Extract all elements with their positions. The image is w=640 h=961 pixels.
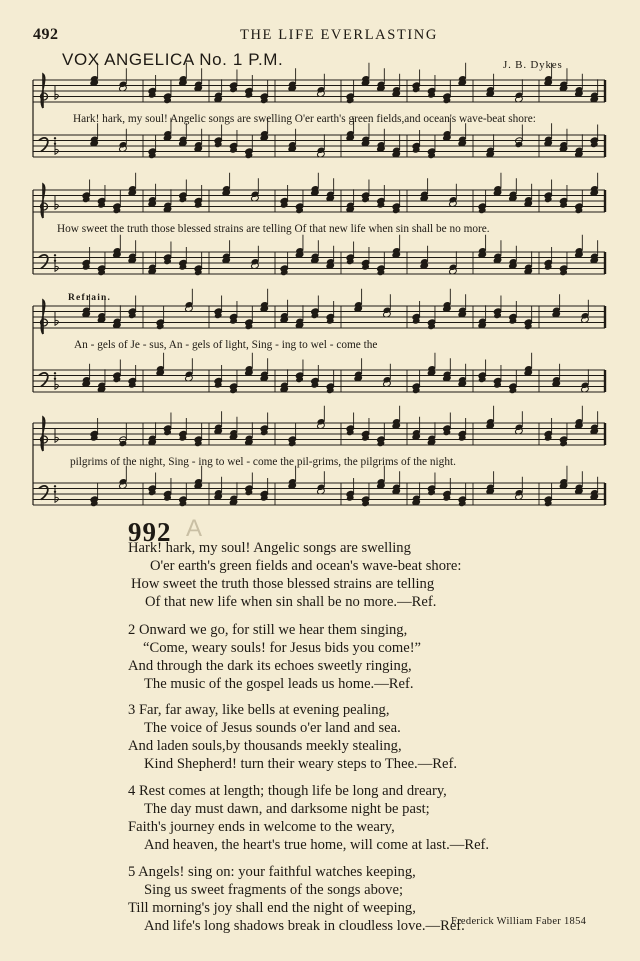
system-1-lyrics: Hark! hark, my soul! Angelic songs are swelling O'er earth's green fields,and ocean's wave-beat shore: <box>73 113 536 125</box>
verse-line: 4 Rest comes at length; though life be long and dreary, <box>128 783 447 799</box>
verse-line: How sweet the truth those blessed strains are telling <box>131 576 435 592</box>
verse-line: The music of the gospel leads us home.—Ref. <box>144 676 414 692</box>
verse-line: 5 Angels! sing on: your faithful watches keeping, <box>128 864 416 880</box>
tune-name: VOX ANGELICA No. 1 P.M. <box>62 50 284 69</box>
flat-icon <box>55 312 58 326</box>
system-3-lyrics: An - gels of Je - sus, An - gels of light, Sing - ing to wel - come the <box>74 339 378 351</box>
verse-line: The voice of Jesus sounds o'er land and sea. <box>144 720 401 736</box>
flat-icon <box>55 258 58 272</box>
refrain-label: Refrain. <box>68 293 112 303</box>
system-4-lyrics: pilgrims of the night, Sing - ing to wel - come the pil-grims, the pilgrims of the night. <box>70 456 456 468</box>
composer: J. B. Dykes <box>503 59 563 71</box>
bass-clef-icon <box>39 373 48 387</box>
bass-clef-icon <box>54 137 56 139</box>
verse-line: Till morning's joy shall end the night of weeping, <box>128 900 416 916</box>
hymn-number: 992 <box>128 517 172 547</box>
flat-icon <box>55 489 58 503</box>
verse-line: Sing us sweet fragments of the songs above; <box>144 882 403 898</box>
flat-icon <box>55 429 58 443</box>
verse-line: 2 Onward we go, for still we hear them singing, <box>128 622 408 638</box>
running-title: THE LIFE EVERLASTING <box>240 27 438 43</box>
verse-line: And life's long shadows break in cloudless love.—Ref. <box>144 918 465 934</box>
flat-icon <box>55 86 58 100</box>
verse-line: And laden souls,by thousands meekly stealing, <box>128 738 402 754</box>
verse-line: And through the dark its echoes sweetly ringing, <box>128 658 412 674</box>
bass-clef-icon <box>39 138 48 152</box>
flat-icon <box>55 196 58 210</box>
verse-line: 3 Far, far away, like bells at evening pealing, <box>128 702 390 718</box>
verse-line: The day must dawn, and darksome night be past; <box>144 801 430 817</box>
flat-icon <box>55 376 58 390</box>
verse-line: Faith's journey ends in welcome to the weary, <box>128 819 395 835</box>
page-number: 492 <box>33 26 59 43</box>
author-credit: Frederick William Faber 1854 <box>451 916 587 927</box>
verse-line: “Come, weary souls! for Jesus bids you come!” <box>143 640 422 656</box>
verse-line: And heaven, the heart's true home, will come at last.—Ref. <box>144 837 490 853</box>
flat-icon <box>55 141 58 155</box>
bass-clef-icon <box>39 255 48 269</box>
verse-line: Hark! hark, my soul! Angelic songs are swelling <box>128 540 411 556</box>
verse-line: O'er earth's green fields and ocean's wave-beat shore: <box>150 558 462 574</box>
bass-clef-icon <box>39 486 48 500</box>
hymn-annotation-mark: A <box>186 515 203 542</box>
verse-line: Kind Shepherd! turn their weary steps to Thee.—Ref. <box>144 756 458 772</box>
bass-clef-icon <box>54 485 56 487</box>
system-2-lyrics: How sweet the truth those blessed strains are telling Of that new life when sin shall be no more. <box>57 223 490 235</box>
bass-clef-icon <box>54 372 56 374</box>
bass-clef-icon <box>54 254 56 256</box>
verse-line: Of that new life when sin shall be no more.—Ref. <box>145 594 437 610</box>
